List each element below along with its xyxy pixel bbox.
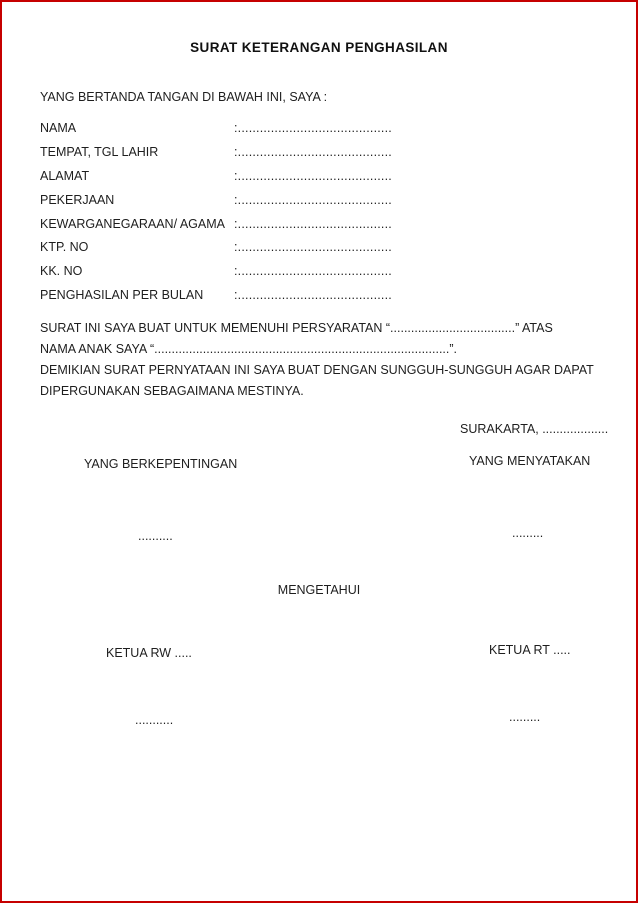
field-label: TEMPAT, TGL LAHIR [40,144,159,159]
field-label: KK. NO [40,264,83,279]
field-label: PEKERJAAN [40,192,115,207]
page-title: SURAT KETERANGAN PENGHASILAN [190,40,448,55]
field-value-dotted-line: :.......................................... [234,240,392,255]
city-date-line: SURAKARTA, ................... [460,422,609,436]
left-signer-role: YANG BERKEPENTINGAN [84,457,238,471]
field-value-dotted-line: :.......................................... [234,192,392,207]
field-row-ktp-no [40,240,392,264]
field-row-kewarganegaraan-agama [40,217,392,241]
field-row-nama [40,121,392,145]
ketua-rt-label: KETUA RT ..... [489,643,571,657]
field-label: KEWARGANEGARAAN/ AGAMA [40,216,225,231]
field-label: NAMA [40,121,77,135]
ketua-rw-label: KETUA RW ..... [106,646,192,660]
intro-line: YANG BERTANDA TANGAN DI BAWAH INI, SAYA : [40,90,328,104]
closing-paragraph [40,360,615,401]
rw-signature-dots: ........... [135,713,174,727]
statement-line-2: NAMA ANAK SAYA “.....................................................................................”. [40,341,457,356]
field-label: PENGHASILAN PER BULAN [40,288,204,303]
field-value-dotted-line: :.......................................... [234,288,392,303]
statement-paragraph [40,318,615,359]
field-value-dotted-line: :.......................................... [234,168,392,183]
field-label: KTP. NO [40,240,89,255]
right-signature-dots: ......... [512,526,544,540]
field-label: ALAMAT [40,168,90,183]
field-row-penghasilan-per-bulan [40,288,392,312]
field-row-pekerjaan [40,193,392,217]
closing-line-1: DEMIKIAN SURAT PERNYATAAN INI SAYA BUAT DENGAN SUNGGUH-SUNGGUH AGAR DAPAT [40,363,594,377]
field-row-kk-no [40,264,392,288]
field-row-alamat [40,169,392,193]
field-value-dotted-line: :.......................................... [234,264,392,279]
mengetahui-heading: MENGETAHUI [277,583,361,597]
left-signature-dots: .......... [138,529,173,543]
field-row-tempat-tgl-lahir [40,145,392,169]
closing-line-2: DIPERGUNAKAN SEBAGAIMANA MESTINYA. [40,383,304,398]
rt-signature-dots: ......... [509,710,541,724]
field-value-dotted-line: :.......................................... [234,144,392,159]
right-signer-role: YANG MENYATAKAN [469,454,591,468]
field-value-dotted-line: :.......................................... [234,121,392,135]
statement-line-1: SURAT INI SAYA BUAT UNTUK MEMENUHI PERSYARATAN “....................................” ATAS [40,321,553,335]
field-value-dotted-line: :.......................................... [234,216,392,231]
form-fields [40,121,392,312]
